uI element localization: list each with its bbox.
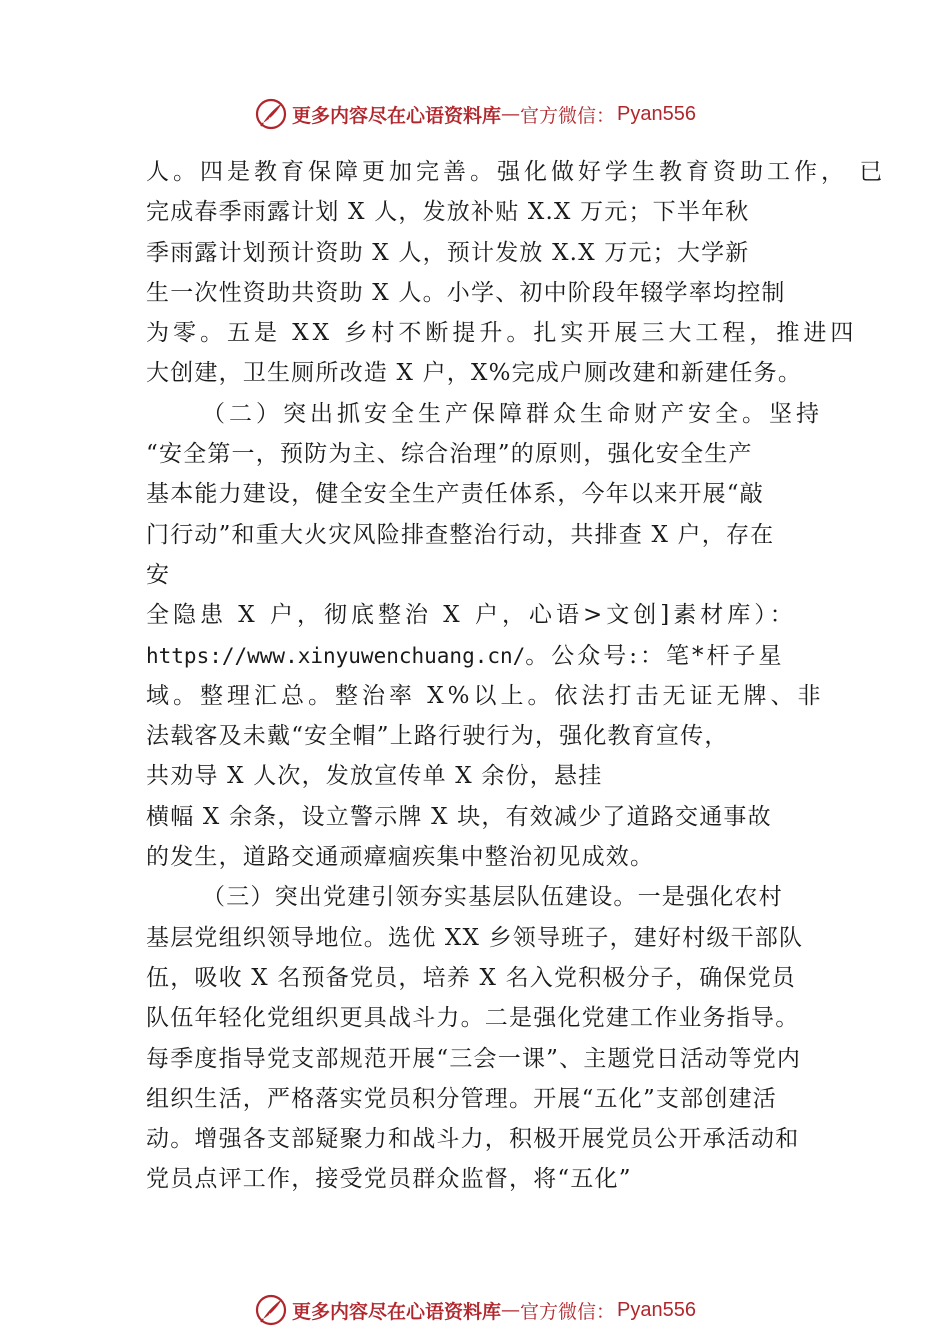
text-line: 伍，吸收 X 名预备党员，培养 X 名入党积极分子，确保党员 xyxy=(146,964,796,991)
section-heading-line: （三）突出党建引领夯实基层队伍建设。一是强化农村 xyxy=(202,884,783,911)
banner-wechat-label: 官方微信： xyxy=(520,104,616,127)
url-link[interactable]: https://www.xinyuwenchuang.cn/ xyxy=(146,643,526,668)
banner-wechat-id: Pyan556 xyxy=(617,1298,696,1321)
text-line: 门行动”和重大火灾风险排查整治行动，共排查 X 户，存在 xyxy=(146,521,775,548)
document-body xyxy=(146,152,887,1200)
text-line: 基层党组织领导地位。选优 XX 乡领导班子，建好村级干部队 xyxy=(146,924,804,951)
text-line: 党员点评工作，接受党员群众监督，将“五化” xyxy=(146,1166,632,1193)
text-line: 的发生，道路交通顽瘴痼疾集中整治初见成效。 xyxy=(146,844,655,871)
quill-pen-logo-icon xyxy=(254,1293,288,1327)
text-line: 组织生活，严格落实党员积分管理。开展“五化”支部创建活 xyxy=(146,1085,777,1112)
text-line: 横幅 X 余条，设立警示牌 X 块，有效减少了道路交通事故 xyxy=(146,803,772,830)
quill-pen-logo-icon xyxy=(254,97,288,131)
text-line: 队伍年轻化党组织更具战斗力。二是强化党建工作业务指导。 xyxy=(146,1005,800,1032)
banner-brand-text: 更多内容尽在心语资料库 xyxy=(292,104,502,127)
text-line: “安全第一，预防为主、综合治理”的原则，强化安全生产 xyxy=(146,441,753,468)
text-line: 生一次性资助共资助 X 人。小学、初中阶段年辍学率均控制 xyxy=(146,279,786,306)
text-fragment: 。公众号:：笔*杆子星 xyxy=(525,642,785,669)
text-line: 为零。五是 XX 乡村不断提升。扎实开展三大工程，推进四 xyxy=(146,320,858,347)
banner-wechat-label: 官方微信： xyxy=(520,1300,616,1323)
text-line: 每季度指导党支部规范开展“三会一课”、主题党日活动等党内 xyxy=(146,1045,802,1072)
banner-wechat-id: Pyan556 xyxy=(617,102,696,125)
banner-separator: — xyxy=(501,103,521,125)
banner-brand-text: 更多内容尽在心语资料库 xyxy=(292,1300,502,1323)
banner-separator: — xyxy=(501,1299,521,1321)
text-line: 完成春季雨露计划 X 人，发放补贴 X.X 万元；下半年秋 xyxy=(146,199,750,226)
text-line-with-url xyxy=(146,636,826,676)
text-line: 大创建，卫生厕所改造 X 户，X%完成户厕改建和新建任务。 xyxy=(146,360,803,387)
text-line: 基本能力建设，健全安全生产责任体系，今年以来开展“敲 xyxy=(146,481,764,508)
text-line: 安 xyxy=(146,561,171,588)
text-line: 人。四是教育保障更加完善。强化做好学生教育资助工作， 已 xyxy=(146,159,887,185)
text-line: 域。整理汇总。整治率 X%以上。依法打击无证无牌、非 xyxy=(146,682,825,709)
header-watermark-banner xyxy=(0,92,950,136)
footer-watermark-banner xyxy=(0,1288,950,1332)
text-line: 动。增强各支部疑聚力和战斗力，积极开展党员公开承活动和 xyxy=(146,1126,800,1153)
text-line: 季雨露计划预计资助 X 人，预计发放 X.X 万元；大学新 xyxy=(146,239,750,266)
text-line: 法载客及未戴“安全帽”上路行驶行为，强化教育宣传， xyxy=(146,723,729,750)
text-line: 全隐患 X 户，彻底整治 X 户，心语>文创]素材库）： xyxy=(146,602,797,629)
section-heading-line: （二）突出抓安全生产保障群众生命财产安全。坚持 xyxy=(202,400,823,427)
text-line: 共劝导 X 人次，发放宣传单 X 余份，悬挂 xyxy=(146,763,603,790)
